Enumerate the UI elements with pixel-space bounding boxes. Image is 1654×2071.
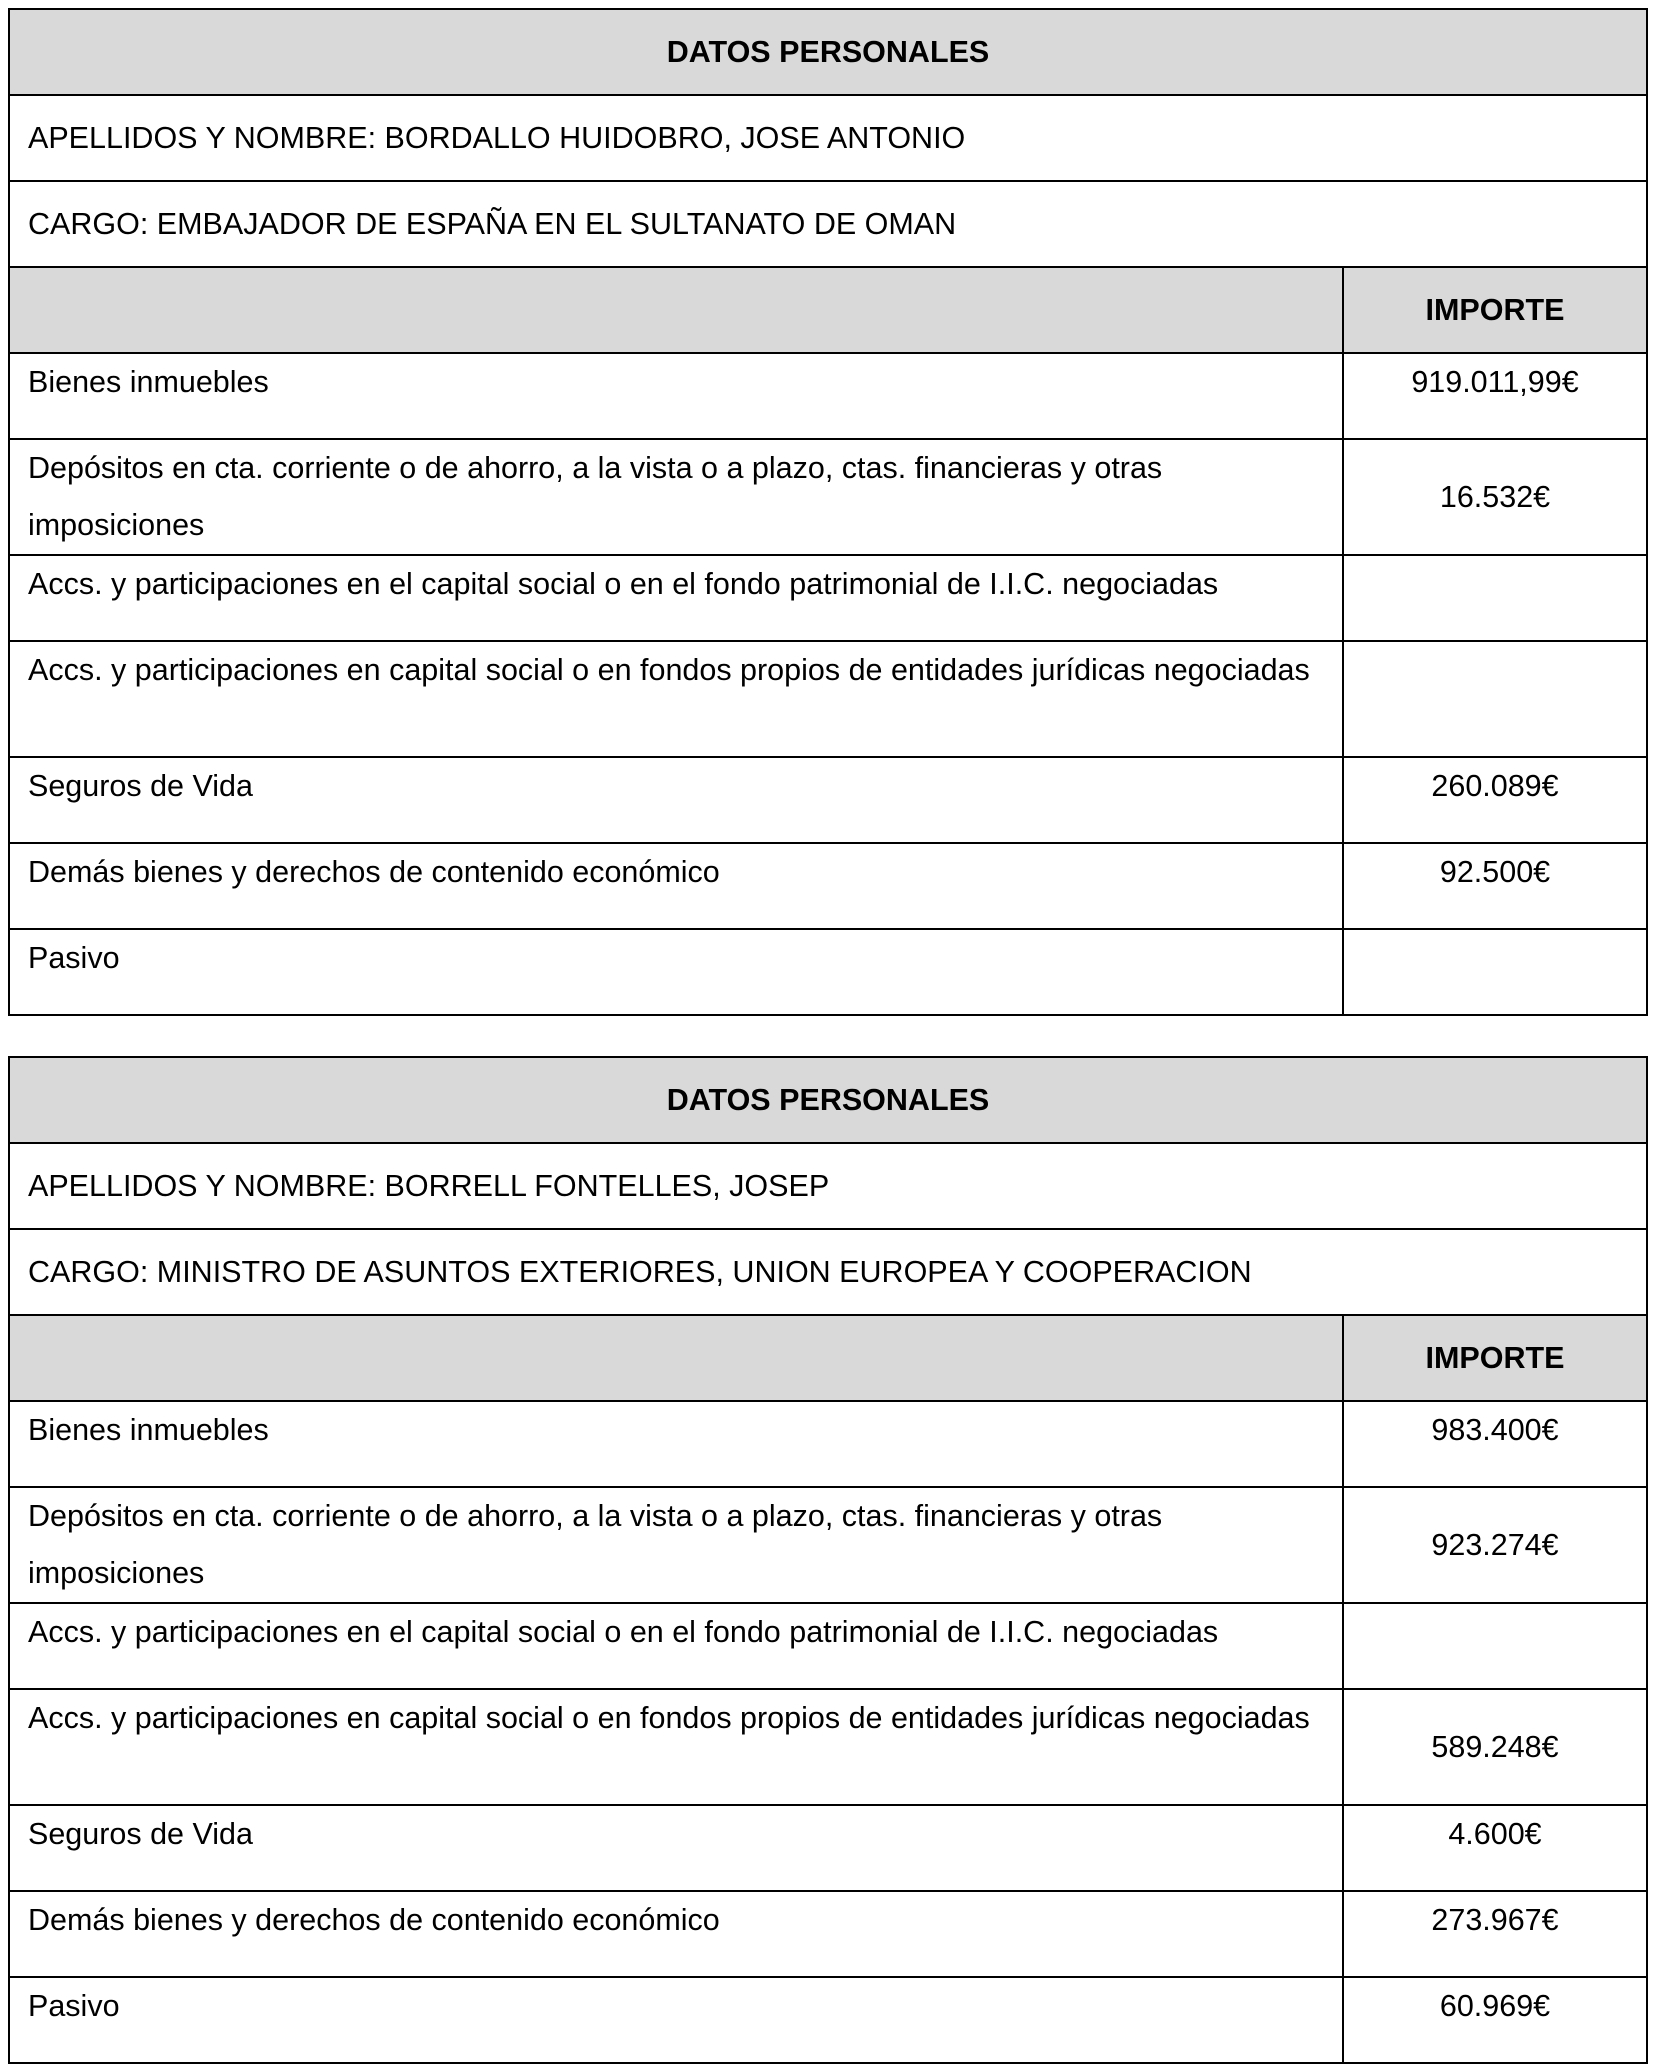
- asset-label: Accs. y participaciones en el capital social o en el fondo patrimonial de I.I.C. negociadas: [9, 555, 1343, 641]
- cargo-line: CARGO: MINISTRO DE ASUNTOS EXTERIORES, UNION EUROPEA Y COOPERACION: [9, 1229, 1647, 1315]
- asset-label: Bienes inmuebles: [9, 1401, 1343, 1487]
- section-title: DATOS PERSONALES: [9, 9, 1647, 95]
- asset-amount: 4.600€: [1343, 1805, 1647, 1891]
- table-row: [9, 1977, 1647, 2063]
- asset-label: Seguros de Vida: [9, 1805, 1343, 1891]
- asset-amount: 589.248€: [1343, 1689, 1647, 1805]
- table-row: [9, 1891, 1647, 1977]
- table-row: [9, 1689, 1647, 1805]
- asset-amount: 92.500€: [1343, 843, 1647, 929]
- asset-label: Pasivo: [9, 1977, 1343, 2063]
- label-column-header: [9, 267, 1343, 353]
- asset-amount: 919.011,99€: [1343, 353, 1647, 439]
- asset-label: Accs. y participaciones en el capital social o en el fondo patrimonial de I.I.C. negociadas: [9, 1603, 1343, 1689]
- asset-label: Bienes inmuebles: [9, 353, 1343, 439]
- asset-label: Accs. y participaciones en capital social o en fondos propios de entidades jurídicas negociadas: [9, 1689, 1343, 1805]
- asset-amount: 260.089€: [1343, 757, 1647, 843]
- table-row: [9, 1487, 1647, 1603]
- table-row: [9, 757, 1647, 843]
- asset-amount: 923.274€: [1343, 1487, 1647, 1603]
- asset-amount: 16.532€: [1343, 439, 1647, 555]
- table-row: [9, 439, 1647, 555]
- table-row: [9, 1401, 1647, 1487]
- asset-label: Demás bienes y derechos de contenido económico: [9, 1891, 1343, 1977]
- section-title: DATOS PERSONALES: [9, 1057, 1647, 1143]
- asset-label: Pasivo: [9, 929, 1343, 1015]
- asset-label: Depósitos en cta. corriente o de ahorro, a la vista o a plazo, ctas. financieras y otras imposiciones: [9, 1487, 1343, 1603]
- table-row: [9, 353, 1647, 439]
- asset-amount: [1343, 555, 1647, 641]
- name-line: APELLIDOS Y NOMBRE: BORRELL FONTELLES, JOSEP: [9, 1143, 1647, 1229]
- table-row: [9, 641, 1647, 757]
- label-column-header: [9, 1315, 1343, 1401]
- asset-amount: [1343, 641, 1647, 757]
- name-line: APELLIDOS Y NOMBRE: BORDALLO HUIDOBRO, JOSE ANTONIO: [9, 95, 1647, 181]
- cargo-line: CARGO: EMBAJADOR DE ESPAÑA EN EL SULTANATO DE OMAN: [9, 181, 1647, 267]
- table-row: [9, 929, 1647, 1015]
- table-row: [9, 1805, 1647, 1891]
- asset-amount: 273.967€: [1343, 1891, 1647, 1977]
- amount-column-header: IMPORTE: [1343, 267, 1647, 353]
- asset-amount: 60.969€: [1343, 1977, 1647, 2063]
- amount-column-header: IMPORTE: [1343, 1315, 1647, 1401]
- asset-label: Seguros de Vida: [9, 757, 1343, 843]
- asset-amount: 983.400€: [1343, 1401, 1647, 1487]
- asset-amount: [1343, 929, 1647, 1015]
- table-row: [9, 555, 1647, 641]
- asset-amount: [1343, 1603, 1647, 1689]
- table-row: [9, 1603, 1647, 1689]
- declaration-table-2: [8, 1056, 1648, 2064]
- table-row: [9, 843, 1647, 929]
- asset-label: Depósitos en cta. corriente o de ahorro, a la vista o a plazo, ctas. financieras y otras imposiciones: [9, 439, 1343, 555]
- asset-label: Demás bienes y derechos de contenido económico: [9, 843, 1343, 929]
- declaration-table-1: [8, 8, 1648, 1016]
- asset-label: Accs. y participaciones en capital social o en fondos propios de entidades jurídicas negociadas: [9, 641, 1343, 757]
